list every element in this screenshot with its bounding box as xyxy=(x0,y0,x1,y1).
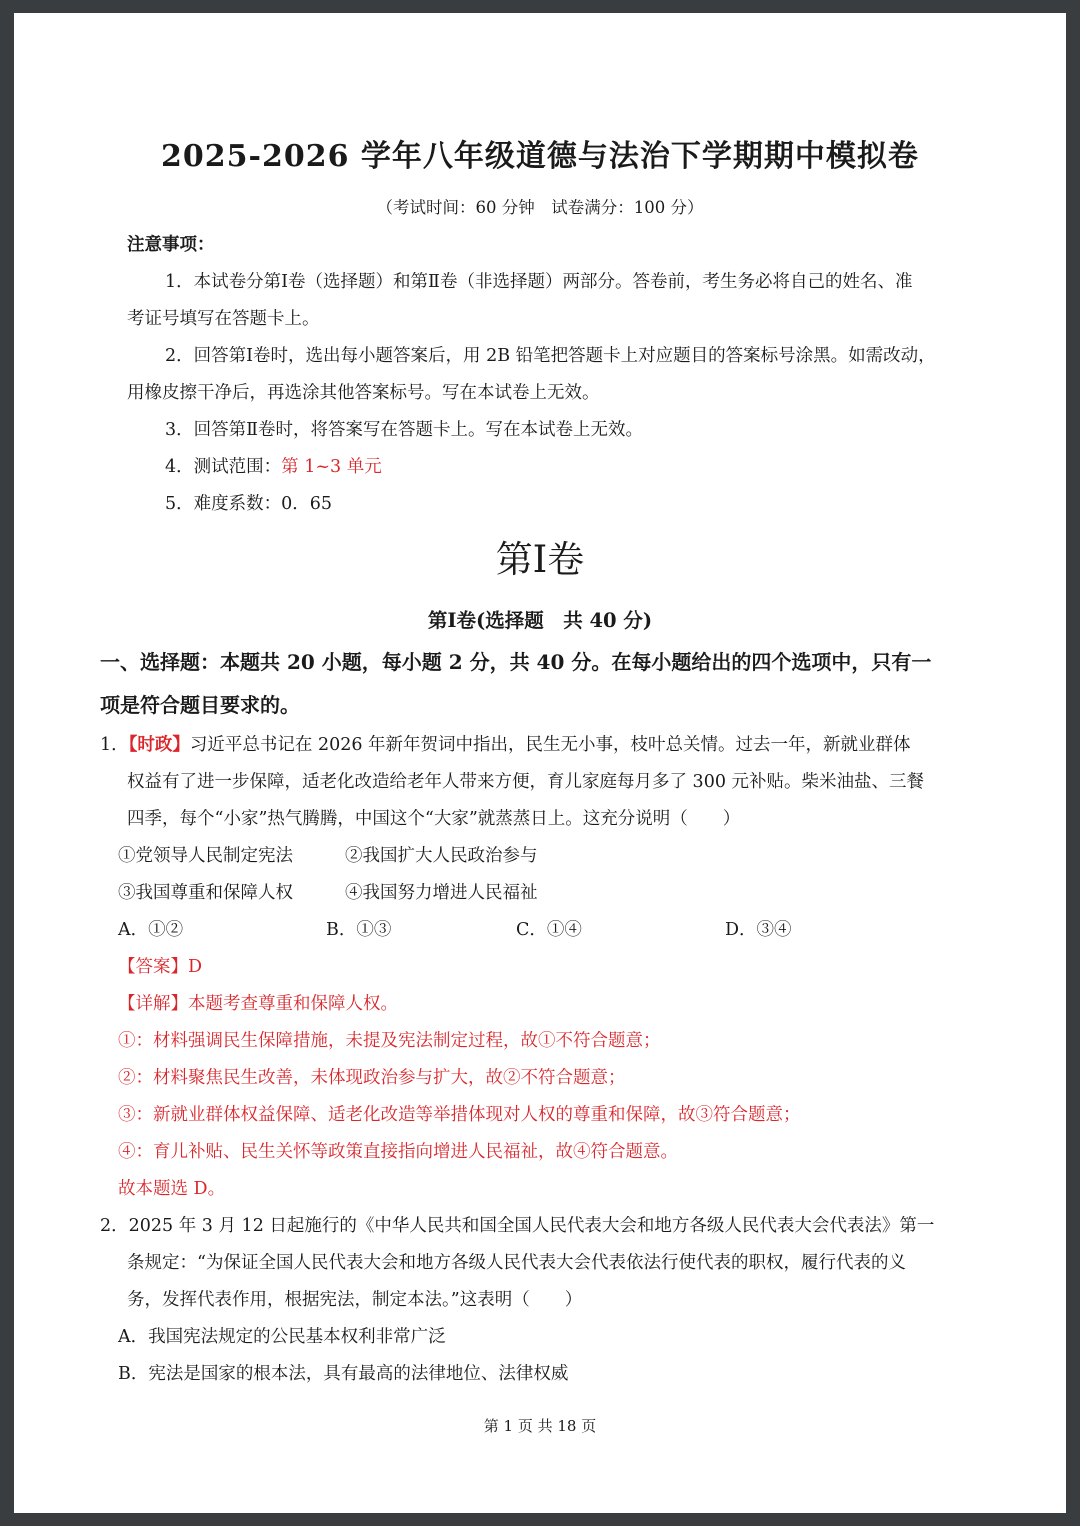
page-footer: 第 1 页 共 18 页 xyxy=(483,1417,597,1435)
section-title: 第Ⅰ卷(选择题 共 40 分) xyxy=(427,609,653,632)
q1-option-c: C．①④ xyxy=(516,920,582,940)
q1-option-d: D．③④ xyxy=(725,920,792,940)
part-heading: 项是符合题目要求的。 xyxy=(100,693,300,717)
q2-option-b: B．宪法是国家的根本法，具有最高的法律地位、法律权威 xyxy=(118,1364,569,1384)
q1-statement: ③我国尊重和保障人权 xyxy=(118,883,293,903)
q2-option-a: A．我国宪法规定的公民基本权利非常广泛 xyxy=(118,1327,446,1347)
q1-option-b: B．①③ xyxy=(326,920,392,940)
notice-item: 考证号填写在答题卡上。 xyxy=(127,309,320,329)
notice-item: 1．本试卷分第Ⅰ卷（选择题）和第Ⅱ卷（非选择题）两部分。答卷前，考生务必将自己的姓名、准 xyxy=(165,272,913,292)
q2-stem: 条规定：“为保证全国人民代表大会和地方各级人民代表大会代表依法行使代表的职权，履行代表的义 xyxy=(127,1253,906,1273)
q1-number: 1． xyxy=(100,735,129,755)
exam-title: 2025-2026 学年八年级道德与法治下学期期中模拟卷 xyxy=(161,139,919,174)
notice-item: 用橡皮擦干净后，再选涂其他答案标号。写在本试卷上无效。 xyxy=(127,383,600,403)
exam-subtitle: （考试时间：60 分钟 试卷满分：100 分） xyxy=(376,198,704,217)
q1-analysis-line: ②：材料聚焦民生改善，未体现政治参与扩大，故②不符合题意； xyxy=(118,1068,626,1088)
q1-stem: 习近平总书记在 2026 年新年贺词中指出，民生无小事，枝叶总关情。过去一年，新就业群体 xyxy=(189,735,911,755)
q2-stem: 务，发挥代表作用，根据宪法，制定本法。”这表明（ ） xyxy=(127,1290,583,1310)
notice-difficulty: 5．难度系数：0．65 xyxy=(165,494,333,514)
q2-stem: 2．2025 年 3 月 12 日起施行的《中华人民共和国全国人民代表大会和地方各级人民代表大会代表法》第一 xyxy=(100,1216,935,1236)
q1-statement: ④我国努力增进人民福祉 xyxy=(345,883,538,903)
q1-answer: 【答案】D xyxy=(118,957,203,977)
notice-item: 2．回答第Ⅰ卷时，选出每小题答案后，用 2B 铅笔把答题卡上对应题目的答案标号涂黑。如需改动， xyxy=(165,346,936,366)
q1-statement: ②我国扩大人民政治参与 xyxy=(345,846,538,866)
q1-stem: 四季，每个“小家”热气腾腾，中国这个“大家”就蒸蒸日上。这充分说明（ ） xyxy=(127,809,741,829)
q1-option-a: A．①② xyxy=(118,920,184,940)
scope-label: 4．测试范围： xyxy=(165,457,282,477)
q1-analysis-line: ③：新就业群体权益保障、适老化改造等举措体现对人权的尊重和保障，故③符合题意； xyxy=(118,1105,801,1125)
scope-value: 第 1~3 单元 xyxy=(281,457,382,477)
notice-heading: 注意事项： xyxy=(127,235,215,255)
q1-statement: ①党领导人民制定宪法 xyxy=(118,846,293,866)
q1-analysis-line: ④：育儿补贴、民生关怀等政策直接指向增进人民福祉，故④符合题意。 xyxy=(118,1142,678,1162)
q1-stem: 权益有了进一步保障，适老化改造给老年人带来方便，育儿家庭每月多了 300 元补贴。柴米油盐、三餐 xyxy=(127,772,925,792)
notice-scope xyxy=(165,454,382,480)
q1-conclusion: 故本题选 D。 xyxy=(118,1179,226,1199)
q1-analysis-title: 【详解】本题考查尊重和保障人权。 xyxy=(118,994,398,1014)
part-heading: 一、选择题：本题共 20 小题，每小题 2 分，共 40 分。在每小题给出的四个选项中，只有一 xyxy=(100,650,932,674)
q1-analysis-line: ①：材料强调民生保障措施，未提及宪法制定过程，故①不符合题意； xyxy=(118,1031,661,1051)
notice-item: 3．回答第Ⅱ卷时，将答案写在答题卡上。写在本试卷上无效。 xyxy=(165,420,644,440)
exam-page xyxy=(14,13,1066,1513)
q1-tag: 【时政】 xyxy=(128,735,190,755)
volume-title: 第Ⅰ卷 xyxy=(495,538,585,581)
q1-first-line xyxy=(100,732,911,758)
